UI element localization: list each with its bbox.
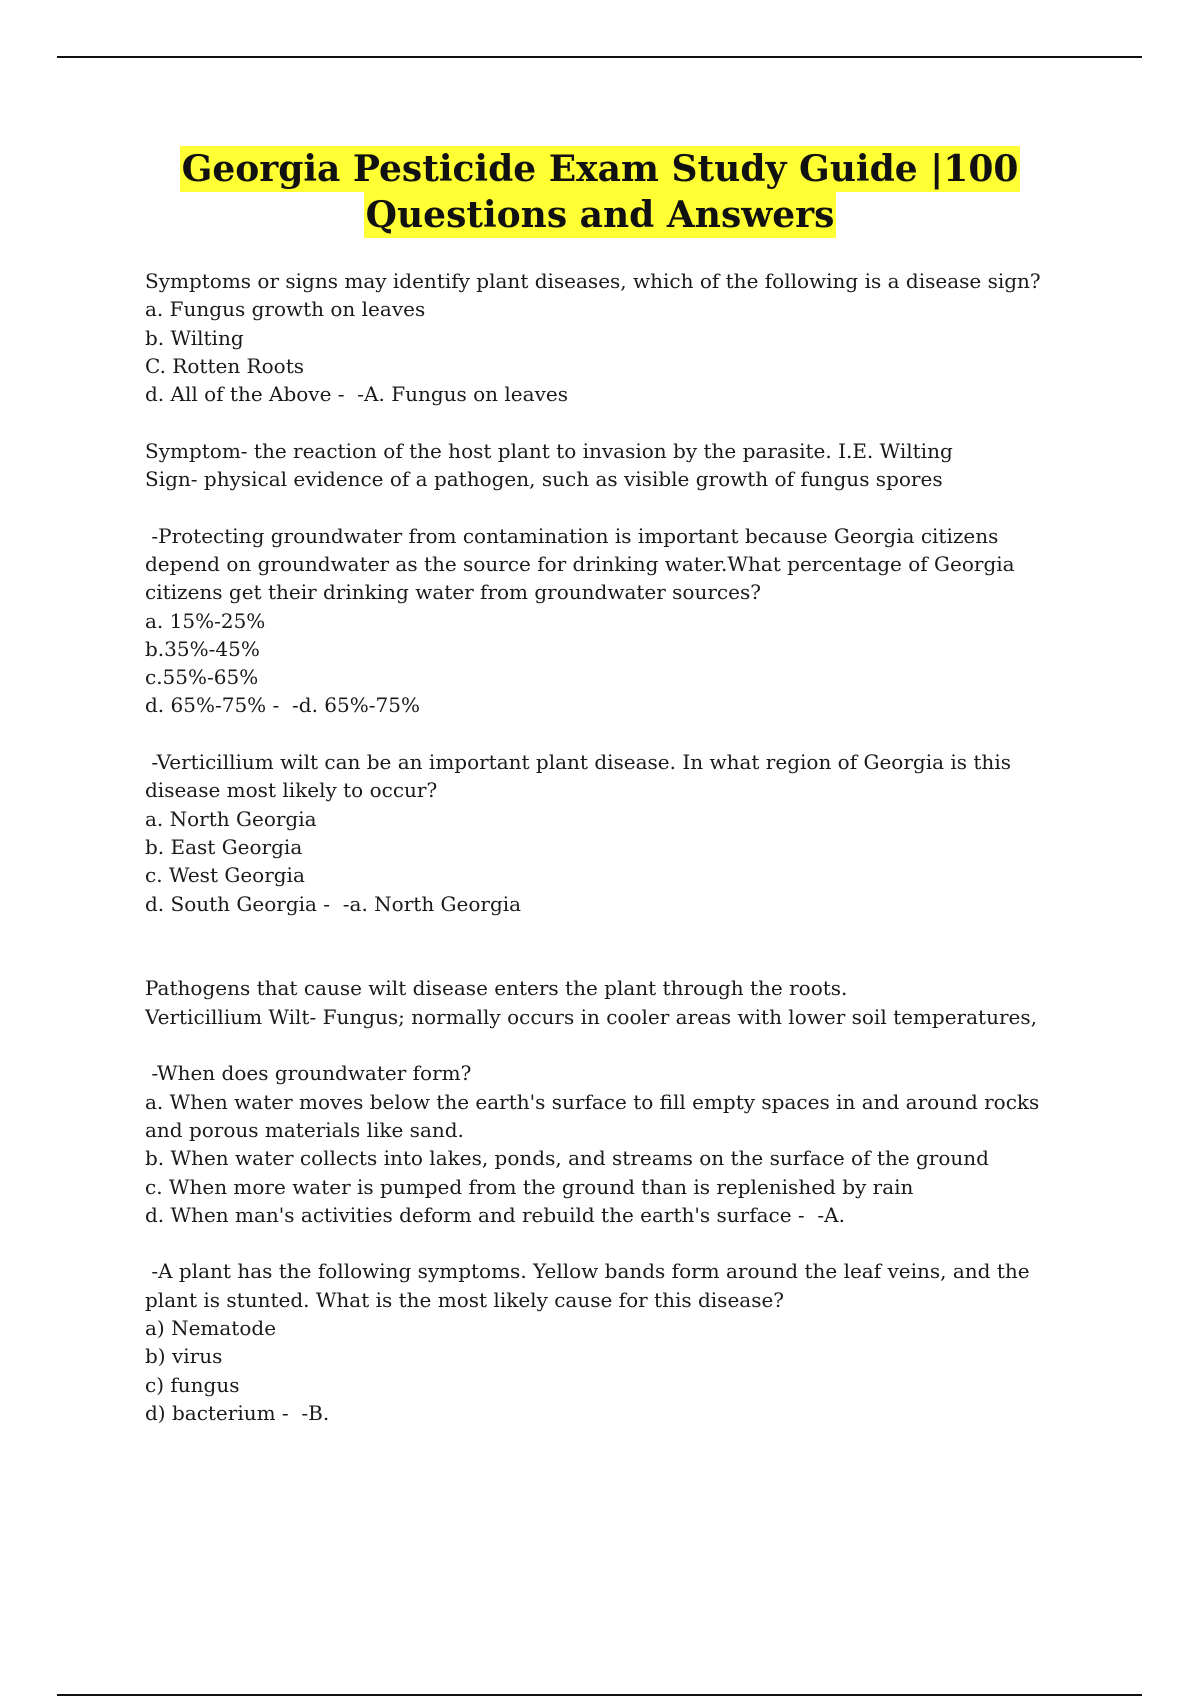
text-line: depend on groundwater as the source for drinking water.What percentage of Georgia (145, 551, 1015, 576)
text-line: d. All of the Above - -A. Fungus on leaves (145, 382, 568, 407)
text-line: d. South Georgia - -a. North Georgia (145, 891, 522, 916)
top-rule (57, 56, 1142, 58)
text-line: Symptom- the reaction of the host plant to invasion by the parasite. I.E. Wilting (145, 438, 953, 463)
text-line: Symptoms or signs may identify plant diseases, which of the following is a disease sign? (145, 269, 1041, 293)
text-line: citizens get their drinking water from groundwater sources? (145, 580, 761, 605)
text-line: c) fungus (145, 1372, 240, 1397)
text-line: Verticillium Wilt- Fungus; normally occurs in cooler areas with lower soil temperatures, (145, 1004, 1037, 1029)
text-line: c. West Georgia (145, 863, 305, 888)
question-block (145, 267, 1065, 408)
note-block (145, 437, 1065, 494)
text-line: -A plant has the following symptoms. Yellow bands form around the leaf veins, and the (145, 1259, 1030, 1284)
text-line: b. When water collects into lakes, ponds, and streams on the surface of the ground (145, 1146, 989, 1171)
text-line: a. 15%-25% (145, 608, 266, 633)
text-line: b. Wilting (145, 325, 244, 350)
text-line: c.55%-65% (145, 665, 259, 690)
question-block (145, 1257, 1065, 1427)
text-line: -Protecting groundwater from contamination is important because Georgia citizens (145, 523, 999, 548)
question-block (145, 522, 1065, 720)
title-line-1: Georgia Pesticide Exam Study Guide |100 (181, 148, 1019, 190)
text-line: a) Nematode (145, 1315, 277, 1340)
text-line: a. North Georgia (145, 806, 317, 831)
text-line: b) virus (145, 1344, 223, 1369)
question-block (145, 1059, 1065, 1229)
text-line: and porous materials like sand. (145, 1117, 464, 1142)
text-line: -Verticillium wilt can be an important plant disease. In what region of Georgia is this (145, 750, 1011, 775)
note-block (145, 974, 1065, 1031)
text-line: -When does groundwater form? (145, 1061, 472, 1086)
text-line: Pathogens that cause wilt disease enters the plant through the roots. (145, 976, 848, 1001)
text-line: a. Fungus growth on leaves (145, 297, 426, 322)
title-line-2: Questions and Answers (365, 194, 835, 236)
text-line: Sign- physical evidence of a pathogen, such as visible growth of fungus spores (145, 467, 943, 492)
text-line: c. When more water is pumped from the ground than is replenished by rain (145, 1174, 914, 1199)
text-line: a. When water moves below the earth's surface to fill empty spaces in and around rocks (145, 1089, 1040, 1114)
text-line: d) bacterium - -B. (145, 1400, 330, 1425)
text-line: disease most likely to occur? (145, 778, 438, 803)
document-body (145, 267, 1065, 1427)
text-line: b.35%-45% (145, 636, 260, 661)
text-line: d. 65%-75% - -d. 65%-75% (145, 693, 420, 718)
bottom-rule (57, 1694, 1142, 1696)
text-line: b. East Georgia (145, 834, 303, 859)
text-line: C. Rotten Roots (145, 353, 304, 378)
question-block (145, 748, 1065, 918)
text-line: d. When man's activities deform and rebuild the earth's surface - -A. (145, 1202, 845, 1227)
text-line: plant is stunted. What is the most likely cause for this disease? (145, 1287, 785, 1312)
page-title (0, 146, 1200, 238)
